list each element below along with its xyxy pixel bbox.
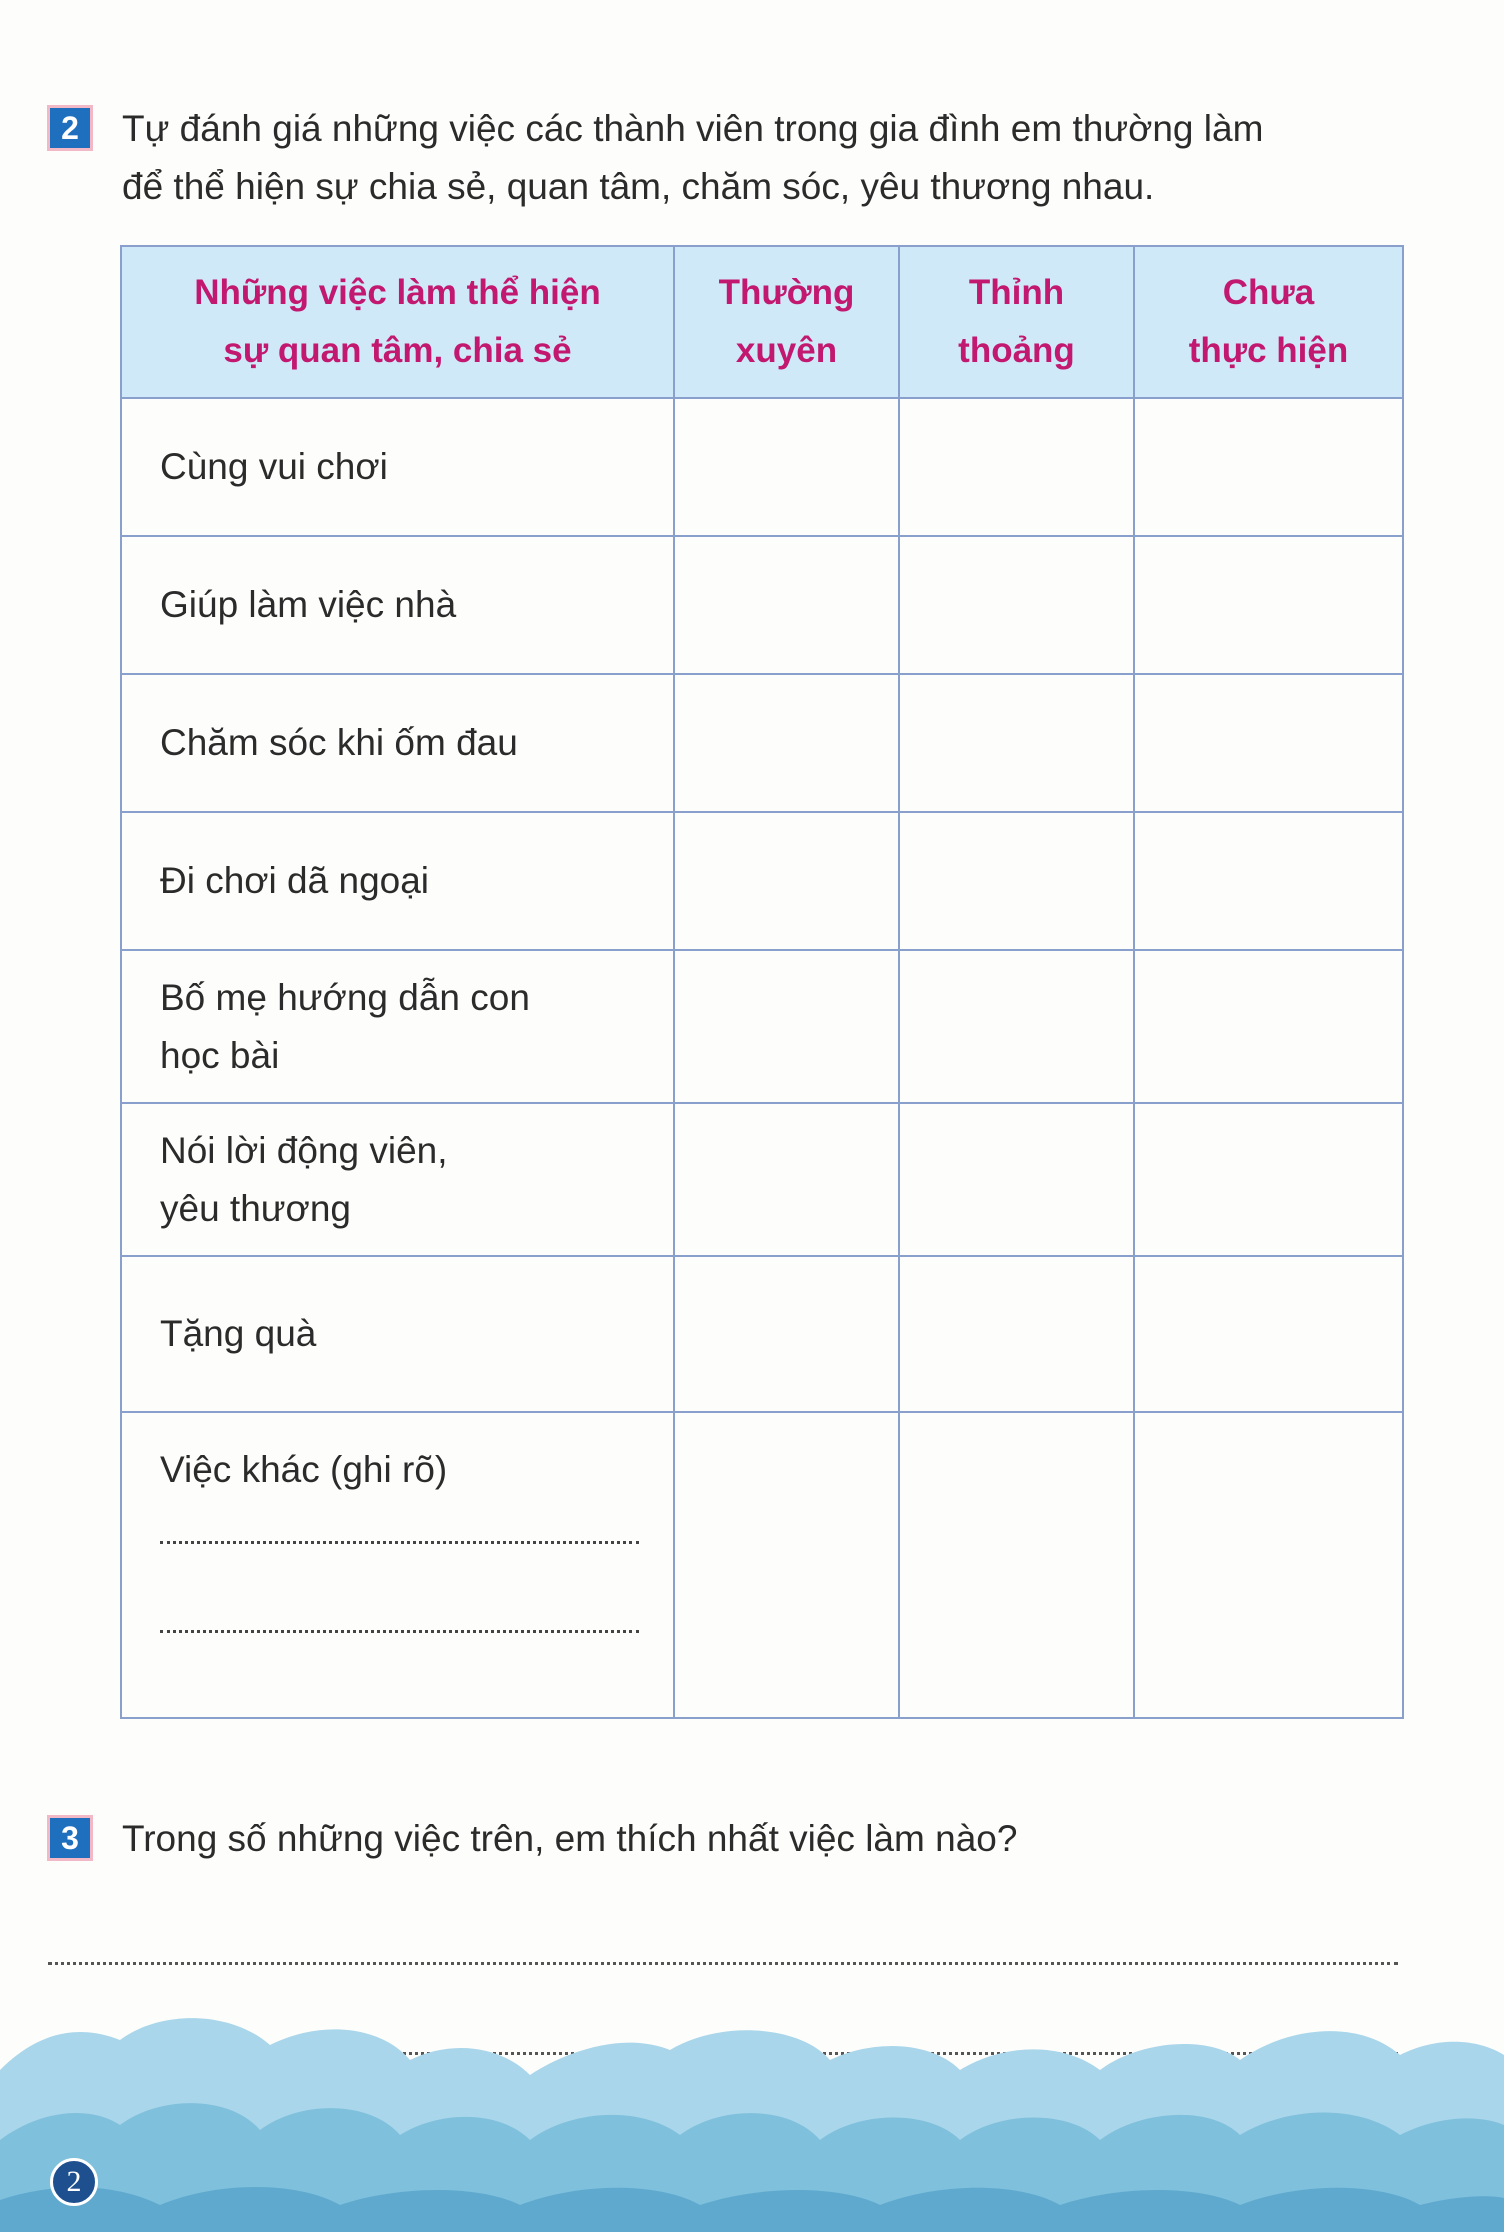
check-cell-sometimes[interactable] — [899, 812, 1134, 950]
check-cell-often[interactable] — [674, 1256, 899, 1412]
question-3-badge: 3 — [50, 1818, 90, 1858]
write-in-line-1[interactable] — [160, 1539, 639, 1544]
check-cell-not-yet[interactable] — [1134, 674, 1403, 812]
check-cell-not-yet[interactable] — [1134, 950, 1403, 1103]
header-often — [674, 246, 899, 398]
page-number: 2 — [50, 2158, 98, 2206]
header-sometimes-line-1: Thỉnh — [968, 273, 1065, 312]
activity-cell — [121, 950, 674, 1103]
table-row — [121, 1412, 1403, 1718]
table-header-row — [121, 246, 1403, 398]
activity-label: Việc khác (ghi rõ) — [160, 1449, 448, 1490]
check-cell-sometimes[interactable] — [899, 674, 1134, 812]
header-sometimes-line-2: thoảng — [958, 331, 1075, 370]
activity-label-line-1: Nói lời động viên, — [160, 1129, 448, 1171]
check-cell-sometimes[interactable] — [899, 1412, 1134, 1718]
check-cell-often[interactable] — [674, 1412, 899, 1718]
header-not-yet-line-1: Chưa — [1222, 273, 1315, 312]
write-in-line-2[interactable] — [160, 1628, 639, 1633]
table-row — [121, 1256, 1403, 1412]
header-not-yet-line-2: thực hiện — [1188, 331, 1349, 370]
activity-cell — [121, 1103, 674, 1256]
header-not-yet — [1134, 246, 1403, 398]
header-often-line-1: Thường — [718, 273, 855, 312]
check-cell-often[interactable] — [674, 536, 899, 674]
header-often-line-2: xuyên — [735, 331, 838, 370]
question-2 — [50, 100, 1450, 220]
activity-label-line-1: Bố mẹ hướng dẫn con — [160, 976, 530, 1018]
check-cell-not-yet[interactable] — [1134, 812, 1403, 950]
check-cell-not-yet[interactable] — [1134, 1256, 1403, 1412]
question-2-line-1: Tự đánh giá những việc các thành viên trong gia đình em thường làm — [122, 108, 1264, 149]
check-cell-often[interactable] — [674, 674, 899, 812]
header-activities — [121, 246, 674, 398]
check-cell-sometimes[interactable] — [899, 1103, 1134, 1256]
check-cell-often[interactable] — [674, 1103, 899, 1256]
header-activities-line-2: sự quan tâm, chia sẻ — [223, 331, 572, 370]
activity-cell — [121, 674, 674, 812]
activity-label: Tặng quà — [160, 1313, 317, 1354]
check-cell-sometimes[interactable] — [899, 950, 1134, 1103]
activity-label-line-2: yêu thương — [160, 1187, 351, 1229]
table-row — [121, 398, 1403, 536]
check-cell-not-yet[interactable] — [1134, 536, 1403, 674]
activity-label: Chăm sóc khi ốm đau — [160, 722, 518, 763]
table-row — [121, 536, 1403, 674]
check-cell-sometimes[interactable] — [899, 536, 1134, 674]
activity-cell — [121, 398, 674, 536]
table-row — [121, 674, 1403, 812]
question-2-line-2: để thể hiện sự chia sẻ, quan tâm, chăm sóc, yêu thương nhau. — [122, 166, 1155, 207]
table-row — [121, 812, 1403, 950]
activity-label: Cùng vui chơi — [160, 446, 388, 487]
check-cell-not-yet[interactable] — [1134, 398, 1403, 536]
check-cell-often[interactable] — [674, 398, 899, 536]
activity-cell — [121, 812, 674, 950]
table-row — [121, 950, 1403, 1103]
check-cell-sometimes[interactable] — [899, 1256, 1134, 1412]
activity-label: Giúp làm việc nhà — [160, 584, 457, 625]
activity-cell — [121, 1412, 674, 1718]
check-cell-sometimes[interactable] — [899, 398, 1134, 536]
question-3 — [50, 1810, 1450, 1870]
check-cell-often[interactable] — [674, 812, 899, 950]
question-3-text: Trong số những việc trên, em thích nhất việc làm nào? — [122, 1818, 1018, 1859]
check-cell-often[interactable] — [674, 950, 899, 1103]
header-activities-line-1: Những việc làm thể hiện — [194, 273, 601, 312]
self-evaluation-table — [120, 245, 1404, 1719]
activity-cell — [121, 536, 674, 674]
check-cell-not-yet[interactable] — [1134, 1412, 1403, 1718]
answer-line-1[interactable] — [48, 1960, 1398, 1965]
cloud-border-decoration — [0, 2000, 1504, 2232]
activity-label: Đi chơi dã ngoại — [160, 860, 430, 901]
activity-cell — [121, 1256, 674, 1412]
activity-label-line-2: học bài — [160, 1034, 280, 1076]
table-row — [121, 1103, 1403, 1256]
question-2-badge: 2 — [50, 108, 90, 148]
header-sometimes — [899, 246, 1134, 398]
check-cell-not-yet[interactable] — [1134, 1103, 1403, 1256]
